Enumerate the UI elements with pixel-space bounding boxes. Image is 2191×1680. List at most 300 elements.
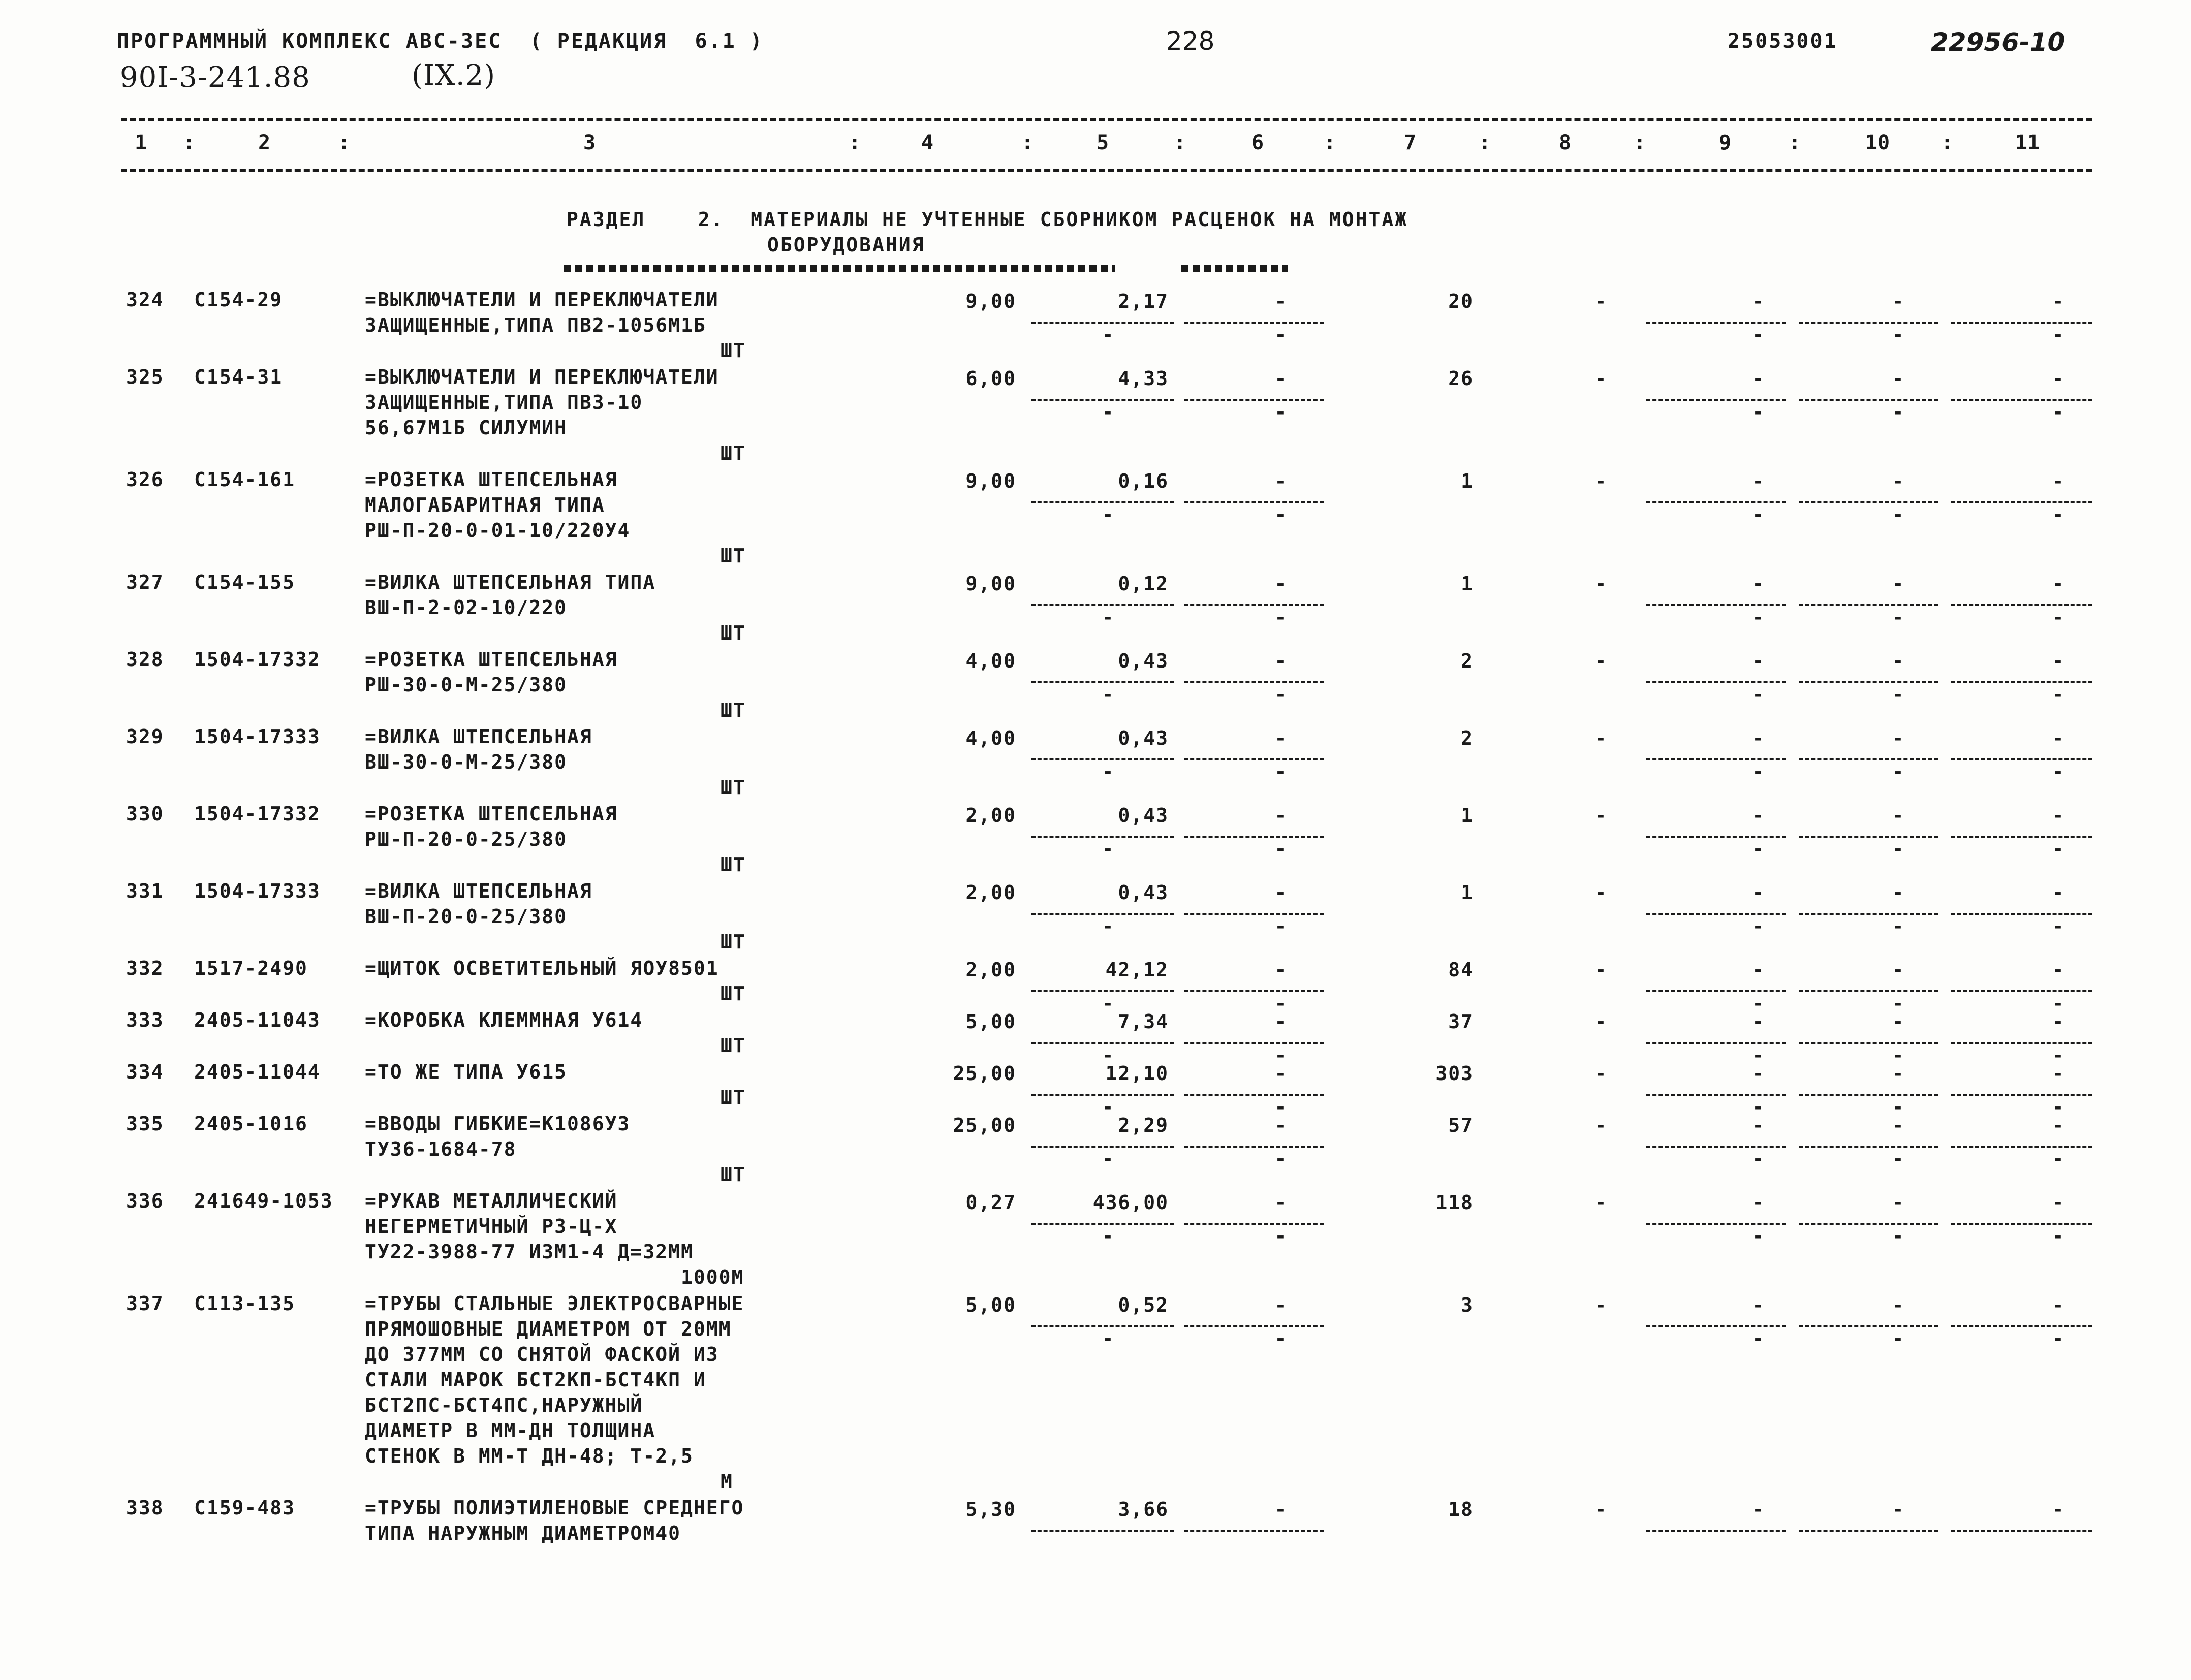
row-dash: - (1752, 290, 1764, 312)
row-dash: - (1594, 290, 1607, 312)
row-description: =ЩИТОК ОСВЕТИТЕЛЬНЫЙ ЯОУ8501 (365, 957, 719, 979)
row-dash: - (1752, 1148, 1764, 1170)
row-dash: - (1274, 401, 1287, 423)
row-dash: - (1274, 959, 1287, 981)
section-title: РАЗДЕЛ 2. МАТЕРИАЛЫ НЕ УЧТЕННЫЕ СБОРНИКОМ РАСЦЕНОК НА МОНТАЖ (567, 208, 1408, 231)
row-description: =РУКАВ МЕТАЛЛИЧЕСКИЙ (365, 1190, 618, 1212)
column-separator: : (1324, 131, 1336, 154)
row-dash: - (1594, 959, 1607, 981)
row-dash: - (2052, 470, 2064, 492)
column-number-2: 2 (258, 131, 271, 154)
row-description: =ТО ЖЕ ТИПА У615 (365, 1061, 568, 1083)
row-quantity: 2,00 (965, 881, 1016, 904)
row-dash: - (1892, 650, 1904, 672)
row-quantity: 5,30 (965, 1498, 1016, 1520)
row-separator (1799, 501, 1938, 503)
row-dash: - (1892, 1062, 1904, 1085)
column-number-1: 1 (134, 131, 147, 154)
row-dash: - (1274, 1010, 1287, 1033)
row-quantity: 2,00 (965, 959, 1016, 981)
row-total: 1 (1461, 470, 1474, 492)
project-number: 90I-3-241.88 (120, 61, 310, 94)
row-separator (1184, 1042, 1324, 1044)
row-number: 338 (126, 1497, 164, 1519)
row-code: С159-483 (194, 1497, 296, 1519)
row-quantity: 5,00 (965, 1294, 1016, 1316)
row-dash: - (2052, 683, 2064, 706)
row-separator (1184, 758, 1324, 760)
row-description: =ВВОДЫ ГИБКИЕ=К1086У3 (365, 1113, 631, 1135)
program-title: ПРОГРАММНЫЙ КОМПЛЕКС АВС-3ЕС ( РЕДАКЦИЯ 6.1 ) (117, 29, 764, 53)
row-code: 2405-11044 (194, 1061, 321, 1083)
row-description: МАЛОГАБАРИТНАЯ ТИПА (365, 494, 605, 516)
row-dash: - (1892, 959, 1904, 981)
row-quantity: 6,00 (965, 367, 1016, 390)
row-dash: - (1752, 470, 1764, 492)
row-unit: ШТ (721, 853, 746, 876)
row-total: 3 (1461, 1294, 1474, 1316)
row-dash: - (1752, 1010, 1764, 1033)
row-dash: - (1594, 1294, 1607, 1316)
row-dash: - (1892, 1294, 1904, 1316)
row-price: 436,00 (1092, 1191, 1169, 1214)
row-dash: - (2052, 1498, 2064, 1520)
row-description: СТЕНОК В ММ-Т ДН-48; Т-2,5 (365, 1445, 694, 1467)
row-number: 329 (126, 725, 164, 748)
row-price: 0,43 (1118, 881, 1169, 904)
row-number: 324 (126, 289, 164, 311)
row-separator (1799, 913, 1938, 915)
row-number: 326 (126, 468, 164, 491)
row-unit: ШТ (721, 442, 746, 464)
row-dash: - (1594, 650, 1607, 672)
row-dash: - (1594, 1191, 1607, 1214)
row-dash: - (1274, 1498, 1287, 1520)
row-price: 0,43 (1118, 804, 1169, 827)
row-separator (1799, 1530, 1938, 1532)
column-number-8: 8 (1558, 131, 1572, 154)
row-dash: - (2052, 324, 2064, 346)
row-total: 84 (1448, 959, 1474, 981)
row-dash: - (1892, 1114, 1904, 1136)
row-dash: - (2052, 881, 2064, 904)
row-dash: - (1274, 650, 1287, 672)
row-code: 2405-1016 (194, 1113, 308, 1135)
row-dash: - (1752, 992, 1764, 1015)
row-dash: - (2052, 1148, 2064, 1170)
row-code: С154-161 (194, 468, 296, 491)
row-price: 3,66 (1118, 1498, 1169, 1520)
column-number-7: 7 (1403, 131, 1417, 154)
row-dash: - (1594, 367, 1607, 390)
row-dash: - (1274, 324, 1287, 346)
row-dash: - (1892, 1010, 1904, 1033)
column-separator: : (1941, 131, 1954, 154)
row-unit: ШТ (721, 622, 746, 644)
row-dash: - (1274, 727, 1287, 749)
row-code: 241649-1053 (194, 1190, 333, 1212)
column-separator: : (1634, 131, 1646, 154)
row-description: РШ-П-20-0-25/380 (365, 828, 568, 850)
row-dash: - (1892, 1225, 1904, 1247)
row-dash: - (1752, 1225, 1764, 1247)
row-number: 334 (126, 1061, 164, 1083)
row-description: СТАЛИ МАРОК БСТ2КП-БСТ4КП И (365, 1369, 706, 1391)
row-dash: - (1892, 1044, 1904, 1066)
row-description: 56,67М1Б СИЛУМИН (365, 417, 568, 439)
row-dash: - (2052, 606, 2064, 628)
row-unit: ШТ (721, 776, 746, 799)
row-separator (1799, 1223, 1938, 1225)
row-dash: - (1274, 683, 1287, 706)
column-number-3: 3 (583, 131, 596, 154)
row-dash: - (1752, 1327, 1764, 1350)
row-dash: - (2052, 367, 2064, 390)
row-code: С154-29 (194, 289, 283, 311)
column-separator: : (849, 131, 861, 154)
row-unit: М (721, 1470, 733, 1493)
row-separator (1646, 1530, 1786, 1532)
row-separator (1184, 836, 1324, 838)
row-number: 327 (126, 571, 164, 593)
row-dash: - (1752, 804, 1764, 827)
row-dash: - (2052, 1062, 2064, 1085)
row-dash: - (1892, 727, 1904, 749)
row-dash: - (1274, 606, 1287, 628)
row-dash: - (1594, 1498, 1607, 1520)
row-price: 0,12 (1118, 573, 1169, 595)
row-dash: - (1594, 470, 1607, 492)
column-number-9: 9 (1718, 131, 1732, 154)
row-total: 2 (1461, 727, 1474, 749)
row-separator (1799, 322, 1938, 324)
row-description: =ТРУБЫ СТАЛЬНЫЕ ЭЛЕКТРОСВАРНЫЕ (365, 1292, 744, 1315)
row-description: ТИПА НАРУЖНЫМ ДИАМЕТРОМ40 (365, 1522, 681, 1544)
row-description: ВШ-30-0-М-25/380 (365, 751, 568, 773)
row-total: 20 (1448, 290, 1474, 312)
row-dash: - (1274, 290, 1287, 312)
row-price: 4,33 (1118, 367, 1169, 390)
row-quantity: 9,00 (965, 290, 1016, 312)
row-dash: - (1752, 1498, 1764, 1520)
row-dash: - (2052, 1191, 2064, 1214)
row-separator (1799, 1042, 1938, 1044)
row-dash: - (1102, 401, 1114, 423)
row-dash: - (1752, 1062, 1764, 1085)
row-dash: - (1274, 804, 1287, 827)
row-dash: - (1892, 1191, 1904, 1214)
row-dash: - (1892, 367, 1904, 390)
row-code: 1517-2490 (194, 957, 308, 979)
row-separator (1951, 1530, 2092, 1532)
row-description: =ВЫКЛЮЧАТЕЛИ И ПЕРЕКЛЮЧАТЕЛИ (365, 289, 719, 311)
row-dash: - (1274, 1044, 1287, 1066)
row-dash: - (1752, 727, 1764, 749)
row-quantity: 9,00 (965, 573, 1016, 595)
row-total: 1 (1461, 881, 1474, 904)
row-dash: - (1102, 683, 1114, 706)
row-dash: - (1102, 1327, 1114, 1350)
row-description: ПРЯМОШОВНЫЕ ДИАМЕТРОМ ОТ 20ММ (365, 1318, 732, 1340)
row-dash: - (1752, 573, 1764, 595)
column-number-6: 6 (1251, 131, 1264, 154)
row-dash: - (1274, 1148, 1287, 1170)
row-description: НЕГЕРМЕТИЧНЫЙ Р3-Ц-Х (365, 1215, 618, 1238)
row-number: 331 (126, 880, 164, 902)
row-separator (1799, 836, 1938, 838)
row-price: 2,29 (1118, 1114, 1169, 1136)
row-dash: - (1274, 1062, 1287, 1085)
row-dash: - (1752, 881, 1764, 904)
row-separator (1799, 681, 1938, 683)
column-number-11: 11 (2015, 131, 2040, 154)
row-separator (1184, 322, 1324, 324)
section-underline-short (1181, 265, 1288, 272)
row-dash: - (1752, 1114, 1764, 1136)
row-description: ВШ-П-2-02-10/220 (365, 596, 568, 619)
row-dash: - (2052, 760, 2064, 783)
row-dash: - (1752, 1044, 1764, 1066)
row-dash: - (2052, 1096, 2064, 1118)
row-separator (1799, 758, 1938, 760)
row-description: БСТ2ПС-БСТ4ПС,НАРУЖНЫЙ (365, 1394, 643, 1416)
row-dash: - (1102, 324, 1114, 346)
row-total: 37 (1448, 1010, 1474, 1033)
column-number-4: 4 (921, 131, 934, 154)
row-price: 12,10 (1105, 1062, 1169, 1085)
row-dash: - (2052, 1327, 2064, 1350)
row-dash: - (1594, 727, 1607, 749)
row-code: С113-135 (194, 1292, 296, 1315)
row-separator (1799, 604, 1938, 606)
row-number: 336 (126, 1190, 164, 1212)
row-separator (1184, 1223, 1324, 1225)
row-separator (1184, 1094, 1324, 1096)
row-dash: - (1892, 401, 1904, 423)
row-dash: - (2052, 573, 2064, 595)
row-dash: - (1102, 1225, 1114, 1247)
row-dash: - (1102, 1148, 1114, 1170)
row-quantity: 0,27 (965, 1191, 1016, 1214)
row-dash: - (1892, 838, 1904, 860)
row-dash: - (1274, 1327, 1287, 1350)
row-number: 333 (126, 1009, 164, 1031)
row-separator (1184, 1325, 1324, 1327)
row-dash: - (1752, 760, 1764, 783)
row-dash: - (1892, 1498, 1904, 1520)
row-number: 328 (126, 648, 164, 671)
row-unit: ШТ (721, 1034, 746, 1057)
row-dash: - (1102, 1096, 1114, 1118)
row-separator (1799, 399, 1938, 401)
row-unit: ШТ (721, 1086, 746, 1108)
row-dash: - (1274, 881, 1287, 904)
row-dash: - (1892, 606, 1904, 628)
row-dash: - (1752, 838, 1764, 860)
row-dash: - (1102, 606, 1114, 628)
row-dash: - (2052, 1044, 2064, 1066)
row-dash: - (1102, 992, 1114, 1015)
row-description: =ВЫКЛЮЧАТЕЛИ И ПЕРЕКЛЮЧАТЕЛИ (365, 366, 719, 388)
column-separator: : (1174, 131, 1186, 154)
row-dash: - (1752, 1096, 1764, 1118)
row-dash: - (1892, 683, 1904, 706)
column-separator: : (183, 131, 196, 154)
row-dash: - (2052, 503, 2064, 526)
row-dash: - (1274, 573, 1287, 595)
row-dash: - (1752, 915, 1764, 937)
row-dash: - (1594, 881, 1607, 904)
document-code: 25053001 (1728, 29, 1838, 53)
column-separator: : (1021, 131, 1034, 154)
row-code: 1504-17333 (194, 880, 321, 902)
row-description: РШ-П-20-0-01-10/220У4 (365, 519, 631, 542)
column-number-5: 5 (1096, 131, 1109, 154)
row-dash: - (1274, 992, 1287, 1015)
volume-number: (IX.2) (412, 59, 496, 92)
row-separator (1184, 501, 1324, 503)
row-dash: - (1274, 1191, 1287, 1214)
row-number: 332 (126, 957, 164, 979)
row-description: ДО 377ММ СО СНЯТОЙ ФАСКОЙ ИЗ (365, 1343, 719, 1366)
row-separator (1184, 913, 1324, 915)
row-description: ЗАЩИЩЕННЫЕ,ТИПА ПВ3-10 (365, 391, 643, 414)
row-dash: - (1892, 573, 1904, 595)
row-dash: - (1892, 992, 1904, 1015)
row-dash: - (2052, 1010, 2064, 1033)
row-dash: - (2052, 290, 2064, 312)
row-total: 118 (1435, 1191, 1474, 1214)
row-dash: - (2052, 915, 2064, 937)
row-separator (1184, 604, 1324, 606)
row-total: 1 (1461, 804, 1474, 827)
row-dash: - (1274, 1114, 1287, 1136)
row-separator (1799, 1146, 1938, 1148)
row-dash: - (2052, 1225, 2064, 1247)
column-separator: : (338, 131, 351, 154)
row-quantity: 25,00 (953, 1114, 1016, 1136)
row-price: 0,16 (1118, 470, 1169, 492)
row-total: 26 (1448, 367, 1474, 390)
row-dash: - (1274, 367, 1287, 390)
row-dash: - (1274, 470, 1287, 492)
row-dash: - (1102, 760, 1114, 783)
column-separator: : (1479, 131, 1491, 154)
row-description: =РОЗЕТКА ШТЕПСЕЛЬНАЯ (365, 648, 618, 671)
row-description: =ВИЛКА ШТЕПСЕЛЬНАЯ (365, 880, 592, 902)
row-description: =РОЗЕТКА ШТЕПСЕЛЬНАЯ (365, 468, 618, 491)
row-dash: - (2052, 650, 2064, 672)
row-dash: - (2052, 1114, 2064, 1136)
row-dash: - (1102, 838, 1114, 860)
row-dash: - (1594, 573, 1607, 595)
row-dash: - (2052, 1294, 2064, 1316)
row-dash: - (1892, 503, 1904, 526)
row-dash: - (1594, 1114, 1607, 1136)
row-code: С154-31 (194, 366, 283, 388)
row-code: 1504-17332 (194, 803, 321, 825)
row-dash: - (1892, 290, 1904, 312)
row-total: 57 (1448, 1114, 1474, 1136)
header-top-rule (121, 118, 2092, 121)
row-dash: - (1892, 470, 1904, 492)
row-price: 0,43 (1118, 650, 1169, 672)
row-price: 0,43 (1118, 727, 1169, 749)
column-separator: : (1789, 131, 1801, 154)
row-separator (1184, 1530, 1324, 1532)
header-bottom-rule (121, 169, 2092, 172)
row-dash: - (1892, 760, 1904, 783)
row-dash: - (1752, 324, 1764, 346)
row-price: 7,34 (1118, 1010, 1169, 1033)
row-quantity: 4,00 (965, 650, 1016, 672)
row-separator (1799, 1094, 1938, 1096)
column-number-10: 10 (1865, 131, 1890, 154)
row-separator (1799, 990, 1938, 992)
row-code: 1504-17333 (194, 725, 321, 748)
row-price: 2,17 (1118, 290, 1169, 312)
row-dash: - (2052, 804, 2064, 827)
row-dash: - (1102, 1044, 1114, 1066)
row-dash: - (1892, 1327, 1904, 1350)
row-dash: - (1752, 1191, 1764, 1214)
row-description: =ВИЛКА ШТЕПСЕЛЬНАЯ ТИПА (365, 571, 656, 593)
row-unit: ШТ (721, 339, 746, 362)
row-dash: - (1274, 503, 1287, 526)
row-dash: - (1594, 1010, 1607, 1033)
row-description: =ТРУБЫ ПОЛИЭТИЛЕНОВЫЕ СРЕДНЕГО (365, 1497, 744, 1519)
row-separator (1184, 990, 1324, 992)
row-dash: - (1752, 367, 1764, 390)
row-dash: - (1752, 606, 1764, 628)
row-dash: - (1752, 1294, 1764, 1316)
row-dash: - (1752, 959, 1764, 981)
row-unit: ШТ (721, 982, 746, 1005)
row-description: =КОРОБКА КЛЕММНАЯ У614 (365, 1009, 643, 1031)
row-quantity: 25,00 (953, 1062, 1016, 1085)
row-dash: - (1594, 1062, 1607, 1085)
row-separator (1184, 681, 1324, 683)
row-dash: - (1892, 804, 1904, 827)
page-number: 228 (1166, 26, 1215, 56)
row-dash: - (1752, 503, 1764, 526)
row-code: 1504-17332 (194, 648, 321, 671)
row-dash: - (1892, 1148, 1904, 1170)
row-unit: 1000М (681, 1266, 744, 1288)
row-description: =ВИЛКА ШТЕПСЕЛЬНАЯ (365, 725, 592, 748)
row-description: =РОЗЕТКА ШТЕПСЕЛЬНАЯ (365, 803, 618, 825)
row-quantity: 5,00 (965, 1010, 1016, 1033)
row-dash: - (1274, 1096, 1287, 1118)
row-dash: - (2052, 727, 2064, 749)
row-dash: - (1752, 683, 1764, 706)
row-dash: - (1274, 1294, 1287, 1316)
row-separator (1031, 1530, 1174, 1532)
row-dash: - (1892, 915, 1904, 937)
row-total: 1 (1461, 573, 1474, 595)
row-dash: - (1892, 881, 1904, 904)
row-description: ТУ22-3988-77 ИЗМ1-4 Д=32ММ (365, 1241, 694, 1263)
row-quantity: 9,00 (965, 470, 1016, 492)
row-description: ВШ-П-20-0-25/380 (365, 905, 568, 928)
row-unit: ШТ (721, 545, 746, 567)
row-dash: - (1274, 760, 1287, 783)
row-separator (1184, 399, 1324, 401)
row-number: 337 (126, 1292, 164, 1315)
row-dash: - (2052, 992, 2064, 1015)
row-total: 2 (1461, 650, 1474, 672)
row-dash: - (1274, 838, 1287, 860)
